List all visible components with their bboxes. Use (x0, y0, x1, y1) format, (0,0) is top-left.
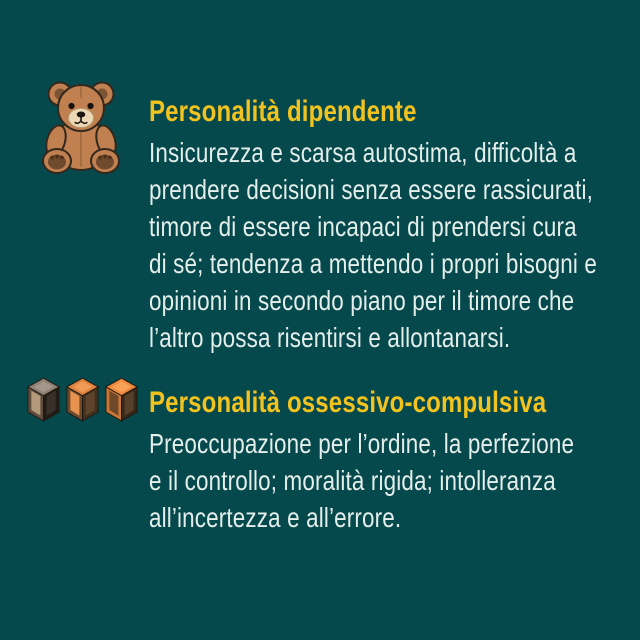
body-line: di sé; tendenza a mettendo i propri bisogni e (149, 248, 598, 279)
wooden-crates-icon (26, 377, 139, 423)
section-dependent-personality (149, 94, 597, 356)
body-line: opinioni in secondo piano per il timore che (149, 285, 575, 316)
section-obsessive-compulsive-personality (149, 385, 574, 536)
crate-icon (65, 377, 100, 423)
crate-icon (26, 377, 61, 423)
body-line: e il controllo; moralità rigida; intolleranza (149, 465, 556, 496)
teddy-bear-icon (31, 79, 131, 175)
crate-icon (104, 377, 139, 423)
body-line: Insicurezza e scarsa autostima, difficoltà a (149, 137, 577, 168)
body-line: prendere decisioni senza essere rassicurati, (149, 174, 594, 205)
body-line: timore di essere incapaci di prendersi cura (149, 211, 577, 242)
body-line: l’altro possa risentirsi e allontanarsi. (149, 322, 511, 353)
body-line: Preoccupazione per l’ordine, la perfezione (149, 428, 575, 459)
section-title: Personalità dipendente (149, 95, 417, 128)
section-title: Personalità ossessivo-compulsiva (149, 386, 547, 419)
body-line: all’incertezza e all’errore. (149, 502, 402, 533)
